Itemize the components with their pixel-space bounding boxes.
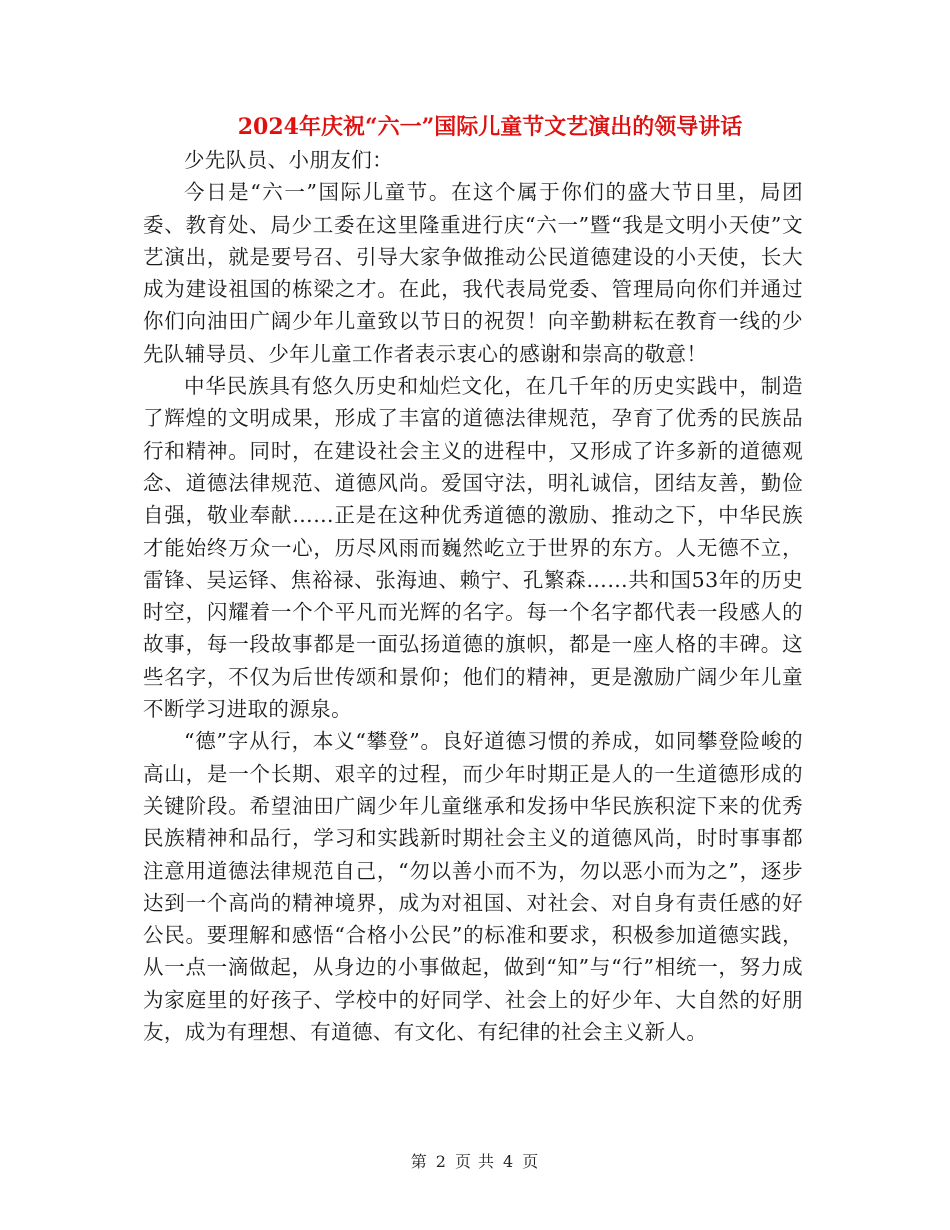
- paragraph-3: “德”字从行，本义“攀登”。良好道德习惯的养成，如同攀登险峻的高山，是一个长期、艰辛的过程，而少年时期正是人的一生道德形成的关键阶段。希望油田广阔少年儿童继承和发扬中华民族积淀下来的优秀民族精神和品行，学习和实践新时期社会主义的道德风尚，时时事事都注意用道德法律规范自己，“勿以善小而不为，勿以恶小而为之”，逐步达到一个高尚的精神境界，成为对祖国、对社会、对自身有责任感的好公民。要理解和感悟“合格小公民”的标准和要求，积极参加道德实践，从一点一滴做起，从身边的小事做起，做到“知”与“行”相统一，努力成为家庭里的好孩子、学校中的好同学、社会上的好少年、大自然的好朋友，成为有理想、有道德、有文化、有纪律的社会主义新人。: [143, 729, 803, 1045]
- document-title: 2024年庆祝“六一”国际儿童节文艺演出的领导讲话: [237, 114, 743, 140]
- total-pages: 4: [503, 1152, 515, 1171]
- page-number: 2: [435, 1152, 447, 1171]
- paragraph-2: 中华民族具有悠久历史和灿烂文化，在几千年的历史实践中，制造了辉煌的文明成果，形成了丰富的道德法律规范，孕育了优秀的民族品行和精神。同时，在建设社会主义的进程中，又形成了许多新的道德观念、道德法律规范、道德风尚。爱国守法，明礼诚信，团结友善，勤俭自强，敬业奉献……正是在这种优秀道德的激励、推动之下，中华民族才能始终万众一心，历尽风雨而巍然屹立于世界的东方。人无德不立，雷锋、吴运铎、焦裕禄、张海迪、赖宁、孔繁森……共和国53年的历史时空，闪耀着一个个平凡而光辉的名字。每一个名字都代表一段感人的故事，每一段故事都是一面弘扬道德的旗帜，都是一座人格的丰碑。这些名字，不仅为后世传颂和景仰；他们的精神，更是激励广阔少年儿童不断学习进取的源泉。: [143, 374, 803, 722]
- footer-middle: 页 共: [454, 1152, 496, 1171]
- paragraph-1: 今日是“六一”国际儿童节。在这个属于你们的盛大节日里，局团委、教育处、局少工委在这里隆重进行庆“六一”暨“我是文明小天使”文艺演出，就是要号召、引导大家争做推动公民道德建设的小天使，长大成为建设祖国的栋梁之才。在此，我代表局党委、管理局向你们并通过你们向油田广阔少年儿童致以节日的祝贺！向辛勤耕耘在教育一线的少先队辅导员、少年儿童工作者表示衷心的感谢和崇高的敬意！: [143, 180, 803, 366]
- salutation: 少先队员、小朋友们：: [184, 148, 393, 172]
- footer-prefix: 第: [410, 1152, 428, 1171]
- page-footer: [0, 1150, 950, 1174]
- document-body: [143, 144, 803, 1048]
- footer-suffix: 页: [522, 1152, 540, 1171]
